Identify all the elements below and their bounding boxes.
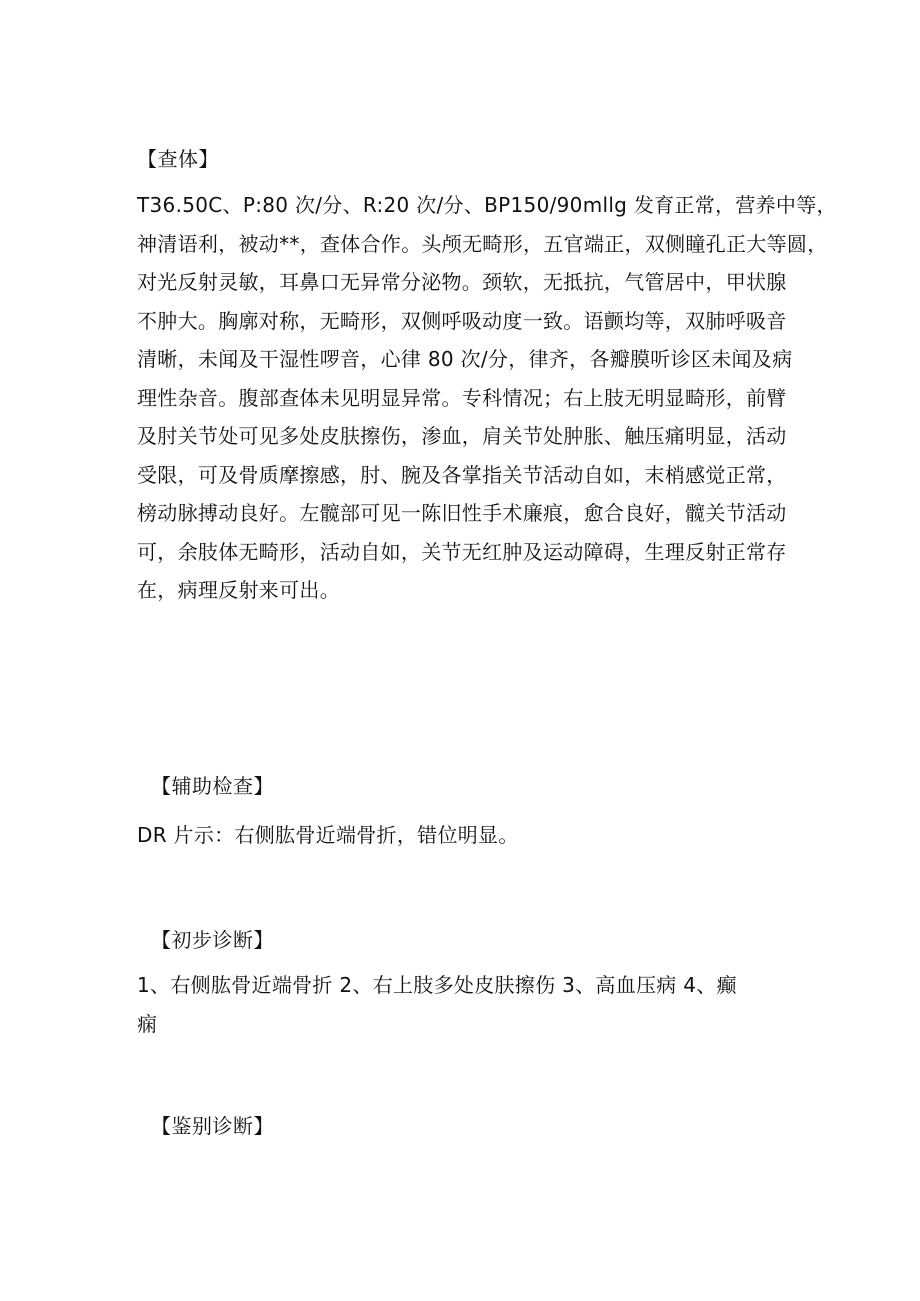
text-line: 榜动脉搏动良好。左髋部可见一陈旧性手术廉痕，愈合良好，髋关节活动	[137, 501, 787, 525]
text-line: DR 片示：右侧肱骨近端骨折，错位明显。	[137, 823, 519, 847]
section-heading-preliminary-diagnosis: 【初步诊断】	[151, 928, 274, 952]
text-line: 神清语利，被动**，查体合作。头颅无畸形，五官端正，双侧瞳孔正大等圆，	[137, 231, 828, 256]
text-line: 不肿大。胸廓对称，无畸形，双侧呼吸动度一致。语颤均等，双肺呼吸音	[137, 308, 787, 333]
text-line: 清晰，未闻及干湿性啰音，心律 80 次/分，律齐，各瓣膜听诊区未闻及病	[137, 347, 793, 371]
text-line: T36.50C、P:80 次/分、R:20 次/分、BP150/90mllg 发育正常，营养中等，	[137, 193, 837, 217]
text-line: 1、右侧肱骨近端骨折 2、右上肢多处皮肤擦伤 3、高血压病 4、癫	[137, 973, 737, 997]
text-line: 及肘关节处可见多处皮肤擦伤，渗血，肩关节处肿胀、触压痛明显，活动	[137, 424, 787, 448]
section-body-preliminary-diagnosis	[137, 966, 787, 1043]
section-heading-physical-exam: 【查体】	[137, 147, 219, 171]
text-line: 在，病理反射来可出。	[137, 578, 340, 602]
text-line: 痫	[137, 1011, 158, 1036]
text-line: 理性杂音。腹部查体未见明显异常。专科情况；右上肢无明显畸形，前臂	[137, 385, 787, 410]
text-line: 受限，可及骨质摩擦感，肘、腕及各掌指关节活动自如，末梢感觉正常，	[137, 462, 787, 487]
section-heading-differential-diagnosis: 【鉴别诊断】	[151, 1114, 274, 1138]
section-body-auxiliary-exam	[137, 816, 787, 855]
section-body-physical-exam	[137, 186, 837, 610]
text-line: 对光反射灵敏，耳鼻口无异常分泌物。颈软，无抵抗，气管居中，甲状腺	[137, 270, 787, 294]
text-line: 可，余肢体无畸形，活动自如，关节无红肿及运动障碍，生理反射正常存	[137, 539, 787, 564]
section-heading-auxiliary-exam: 【辅助检查】	[151, 774, 274, 798]
